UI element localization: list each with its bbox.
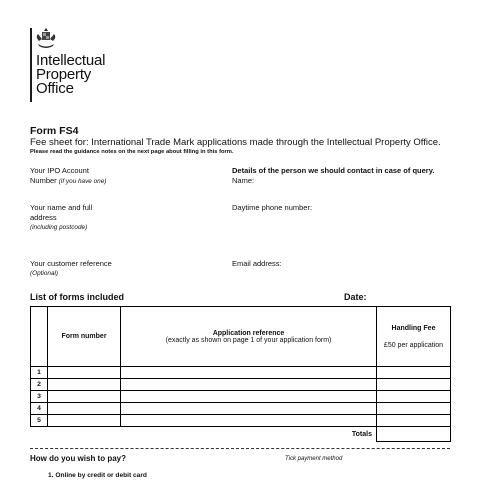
totals-row xyxy=(31,427,451,442)
app-ref-input[interactable] xyxy=(121,403,377,415)
form-number-input[interactable] xyxy=(48,391,121,403)
fee-input[interactable] xyxy=(377,403,451,415)
forms-table xyxy=(30,306,451,442)
fee-input[interactable] xyxy=(377,379,451,391)
col-form-number: Form number xyxy=(48,307,121,367)
fee-input[interactable] xyxy=(377,367,451,379)
form-number-input[interactable] xyxy=(48,415,121,427)
logo-divider xyxy=(30,28,32,102)
fee-input[interactable] xyxy=(377,391,451,403)
contact-details xyxy=(232,166,434,186)
royal-crest-icon xyxy=(33,27,59,51)
form-number-input[interactable] xyxy=(48,379,121,391)
org-name-line: Office xyxy=(36,80,74,97)
org-name xyxy=(36,54,105,96)
app-ref-input[interactable] xyxy=(121,367,377,379)
table-row: 5 xyxy=(31,415,451,427)
table-row: 2 xyxy=(31,379,451,391)
payment-question: How do you wish to pay? xyxy=(30,454,126,463)
form-number-input[interactable] xyxy=(48,367,121,379)
table-header-row xyxy=(31,307,451,367)
col-app-ref: Application reference (exactly as shown on page 1 of your application form) xyxy=(121,307,377,367)
form-subtitle: Fee sheet for: International Trade Mark applications made through the Intellectual Property Office. xyxy=(30,137,441,148)
org-name-line: Property xyxy=(36,66,92,83)
customer-ref-field-label: Your customer reference (Optional) xyxy=(30,259,112,277)
ipo-account-field-label: Your IPO Account Number (if you have one) xyxy=(30,166,107,185)
tick-hint: Tick payment method xyxy=(285,456,343,462)
fee-input[interactable] xyxy=(377,415,451,427)
name-field-label: Name: xyxy=(232,176,255,185)
totals-input[interactable] xyxy=(377,427,451,442)
section-divider xyxy=(30,448,450,449)
contact-heading: Details of the person we should contact in case of query. xyxy=(232,166,435,175)
form-title: Form FS4 xyxy=(30,125,79,137)
col-fee: Handling Fee £50 per application xyxy=(377,307,451,367)
app-ref-input[interactable] xyxy=(121,391,377,403)
list-title: List of forms included xyxy=(30,292,125,302)
payment-option-online: 1. Online by credit or debit card xyxy=(48,472,147,479)
totals-label: Totals xyxy=(121,427,377,442)
date-label: Date: xyxy=(344,292,367,302)
app-ref-input[interactable] xyxy=(121,415,377,427)
table-row: 3 xyxy=(31,391,451,403)
table-header-index xyxy=(31,307,48,367)
table-row: 1 xyxy=(31,367,451,379)
name-address-field-label: Your name and full address (including postcode) xyxy=(30,203,93,231)
phone-field-label: Daytime phone number: xyxy=(232,203,313,212)
table-row: 4 xyxy=(31,403,451,415)
form-number-input[interactable] xyxy=(48,403,121,415)
form-note: Please read the guidance notes on the next page about filling in this form. xyxy=(30,149,234,155)
email-field-label: Email address: xyxy=(232,259,282,268)
org-name-line: Intellectual xyxy=(36,52,106,69)
app-ref-input[interactable] xyxy=(121,379,377,391)
